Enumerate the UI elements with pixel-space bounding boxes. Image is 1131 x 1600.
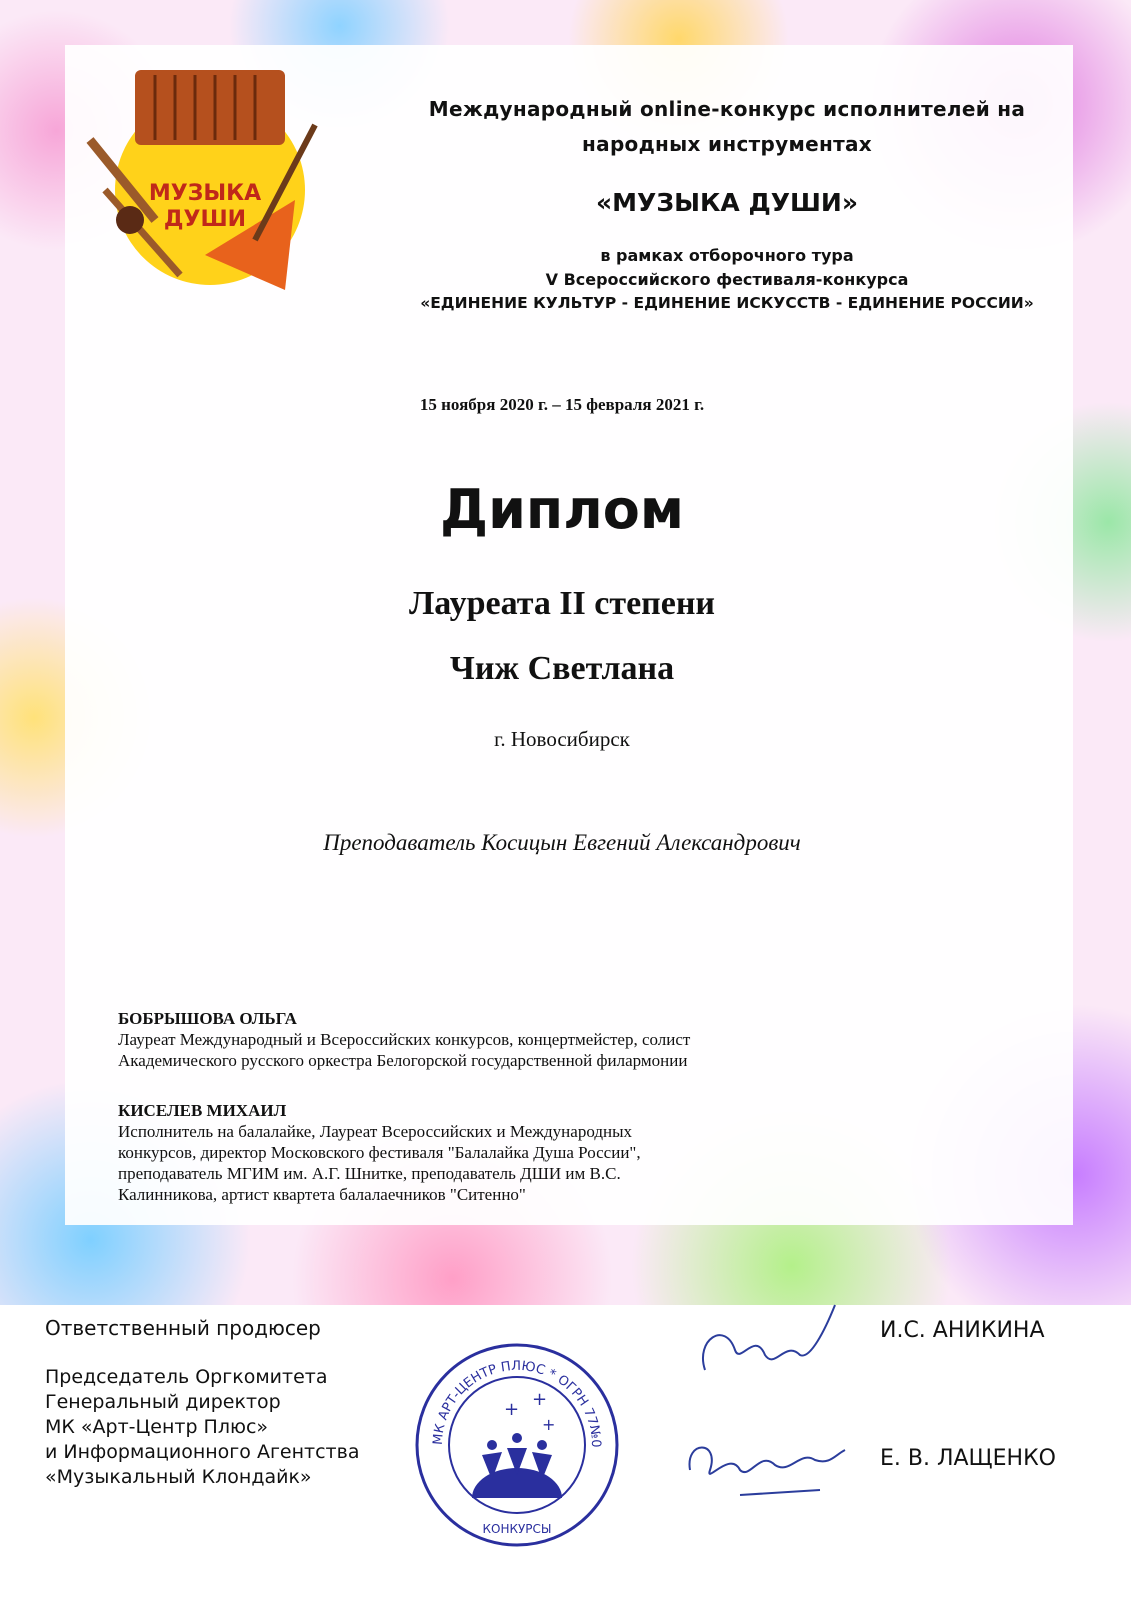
signatory-2: Е. В. ЛАЩЕНКО: [880, 1446, 1056, 1471]
svg-text:МК АРТ-ЦЕНТР ПЛЮС * ОГРН 77№01: МК АРТ-ЦЕНТР ПЛЮС * ОГРН 77№0: [430, 1358, 604, 1448]
chair-title: [45, 1365, 359, 1490]
producer-label: Ответственный продюсер: [45, 1316, 321, 1340]
svg-text:+: +: [542, 1415, 556, 1434]
svg-text:+: +: [532, 1389, 548, 1410]
header-line-2: народных инструментах: [582, 132, 872, 156]
jury-name: КИСЕЛЕВ МИХАИЛ: [118, 1101, 287, 1120]
diploma-title: Диплом: [439, 478, 685, 541]
jury-bio-line: Академического русского оркестра Белогорской государственной филармонии: [118, 1051, 688, 1070]
laureate-degree: Лауреата II степени: [408, 585, 716, 622]
official-stamp: [412, 1340, 622, 1554]
jury-bio-line: Исполнитель на балалайке, Лауреат Всероссийских и Международных: [118, 1122, 633, 1141]
svg-text:МУЗЫКА: МУЗЫКА: [148, 181, 262, 206]
music-soul-logo: [80, 50, 340, 290]
header-sub-3: «ЕДИНЕНИЕ КУЛЬТУР - ЕДИНЕНИЕ ИСКУССТВ - ЕДИНЕНИЕ РОССИИ»: [420, 294, 1034, 312]
jury-bio-line: Лауреат Международный и Всероссийских конкурсов, концертмейстер, солист: [118, 1030, 691, 1049]
signature-1: [685, 1300, 845, 1404]
recipient-city: г. Новосибирск: [494, 727, 630, 751]
svg-text:+: +: [504, 1399, 520, 1420]
jury-bio-line: конкурсов, директор Московского фестиваля "Балалайка Душа России",: [118, 1143, 641, 1162]
header-line-1: Международный online-конкурс исполнителей на: [428, 97, 1026, 121]
contest-dates: 15 ноября 2020 г. – 15 февраля 2021 г.: [419, 395, 705, 414]
svg-text:КОНКУРСЫ: КОНКУРСЫ: [482, 1522, 552, 1536]
chair-line: МК «Арт-Центр Плюс»: [45, 1416, 269, 1438]
header-sub-2: V Всероссийского фестиваля-конкурса: [545, 270, 909, 289]
chair-line: и Информационного Агентства: [45, 1441, 360, 1463]
jury-member: [118, 1100, 641, 1205]
teacher: Преподаватель Косицын Евгений Александрович: [323, 830, 801, 855]
recipient-name: Чиж Светлана: [449, 650, 675, 687]
jury-member: [118, 1008, 690, 1071]
signature-2: [680, 1420, 850, 1514]
chair-line: Генеральный директор: [45, 1391, 281, 1413]
jury-bio-line: Калинникова, артист квартета балалаечников "Ситенно": [118, 1185, 526, 1204]
jury-bio-line: преподаватель МГИМ им. А.Г. Шнитке, преподаватель ДШИ им В.С.: [118, 1164, 621, 1183]
svg-text:ДУШИ: ДУШИ: [163, 207, 247, 232]
chair-line: «Музыкальный Клондайк»: [45, 1466, 312, 1488]
header-sub-1: в рамках отборочного тура: [600, 246, 854, 265]
contest-name: «МУЗЫКА ДУШИ»: [596, 188, 858, 217]
jury-name: БОБРЫШОВА ОЛЬГА: [118, 1009, 297, 1028]
signatory-1: И.С. АНИКИНА: [880, 1318, 1045, 1343]
chair-line: Председатель Оргкомитета: [45, 1366, 328, 1388]
